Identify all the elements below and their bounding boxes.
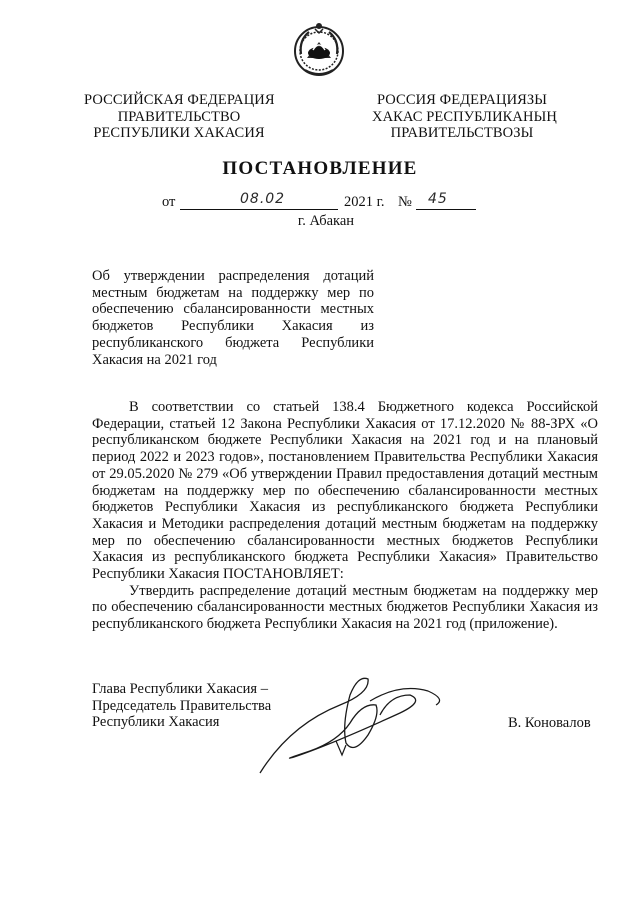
city-line: г. Абакан [297, 213, 355, 229]
signatory-line-3: Республики Хакасия [92, 714, 220, 731]
signatory-name: В. Коновалов [508, 715, 591, 731]
signatory-line-2: Председатель Правительства [92, 697, 272, 714]
header-left-line-1: РОССИЙСКАЯ ФЕДЕРАЦИЯ [84, 92, 275, 108]
body-paragraph-2: Утвердить распределение дотаций местным бюджетам на поддержку мер по обеспечению сбалансированности местных бюджетов Республики Хакасия из республиканского бюджета Республики Хакасия на 2021 год (приложение). [92, 582, 598, 633]
header-left-block [84, 92, 274, 142]
year-label: 2021 г. [344, 194, 385, 210]
header-right-block [372, 92, 557, 142]
date-prefix: от [162, 194, 176, 210]
header-right-line-3: ПРАВИТЕЛЬСТВОЗЫ [390, 125, 534, 141]
date-handwritten: 08.02 [240, 191, 286, 207]
header-left-line-3: РЕСПУБЛИКИ ХАКАСИЯ [93, 125, 265, 141]
signatory-position [92, 681, 271, 731]
header-right-line-1: РОССИЯ ФЕДЕРАЦИЯЗЫ [376, 92, 548, 108]
date-number-line [0, 192, 640, 214]
header-right-line-2: ХАКАС РЕСПУБЛИКАНЫҢ [372, 108, 557, 125]
body-text [92, 399, 598, 633]
subject-block [92, 268, 374, 368]
number-handwritten: 45 [428, 191, 448, 207]
signatory-line-1: Глава Республики Хакасия – [92, 681, 268, 697]
number-sign: № [398, 194, 412, 210]
body-paragraph-1: В соответствии со статьей 138.4 Бюджетного кодекса Российской Федерации, статьей 12 Закона Республики Хакасия от 17.12.2020 № 88-ЗРХ «О республиканском бюджете Республики Хакасия на 2021 год и на плановый период 2022 и 2023 годов», постановлением Правительства Республики Хакасия от 29.05.2020 № 279 «Об утверждении Правил предоставления дотаций местным бюджетам на поддержку мер по обеспечению сбалансированности местных бюджетов Республики Хакасия из республиканского бюджета Республики Хакасия и Методики распределения дотаций местным бюджетам на поддержку мер по обеспечению сбалансированности местных бюджетов Республики Хакасия из республиканского бюджета Республики Хакасия» Правительство Республики Хакасия ПОСТАНОВЛЯЕТ: [92, 399, 598, 583]
coat-of-arms-emblem [289, 20, 349, 80]
number-underline [416, 209, 476, 210]
handwritten-signature [250, 665, 460, 785]
date-underline [180, 209, 338, 210]
header-left-line-2: ПРАВИТЕЛЬСТВО [117, 108, 241, 125]
document-title: ПОСТАНОВЛЕНИЕ [222, 158, 418, 179]
subject-text: Об утверждении распределения дотаций местным бюджетам на поддержку мер по обеспечению сбалансированности местных бюджетов Республики Хакасия из республиканского бюджета Республики Хакасия на 2021 год [92, 268, 374, 368]
